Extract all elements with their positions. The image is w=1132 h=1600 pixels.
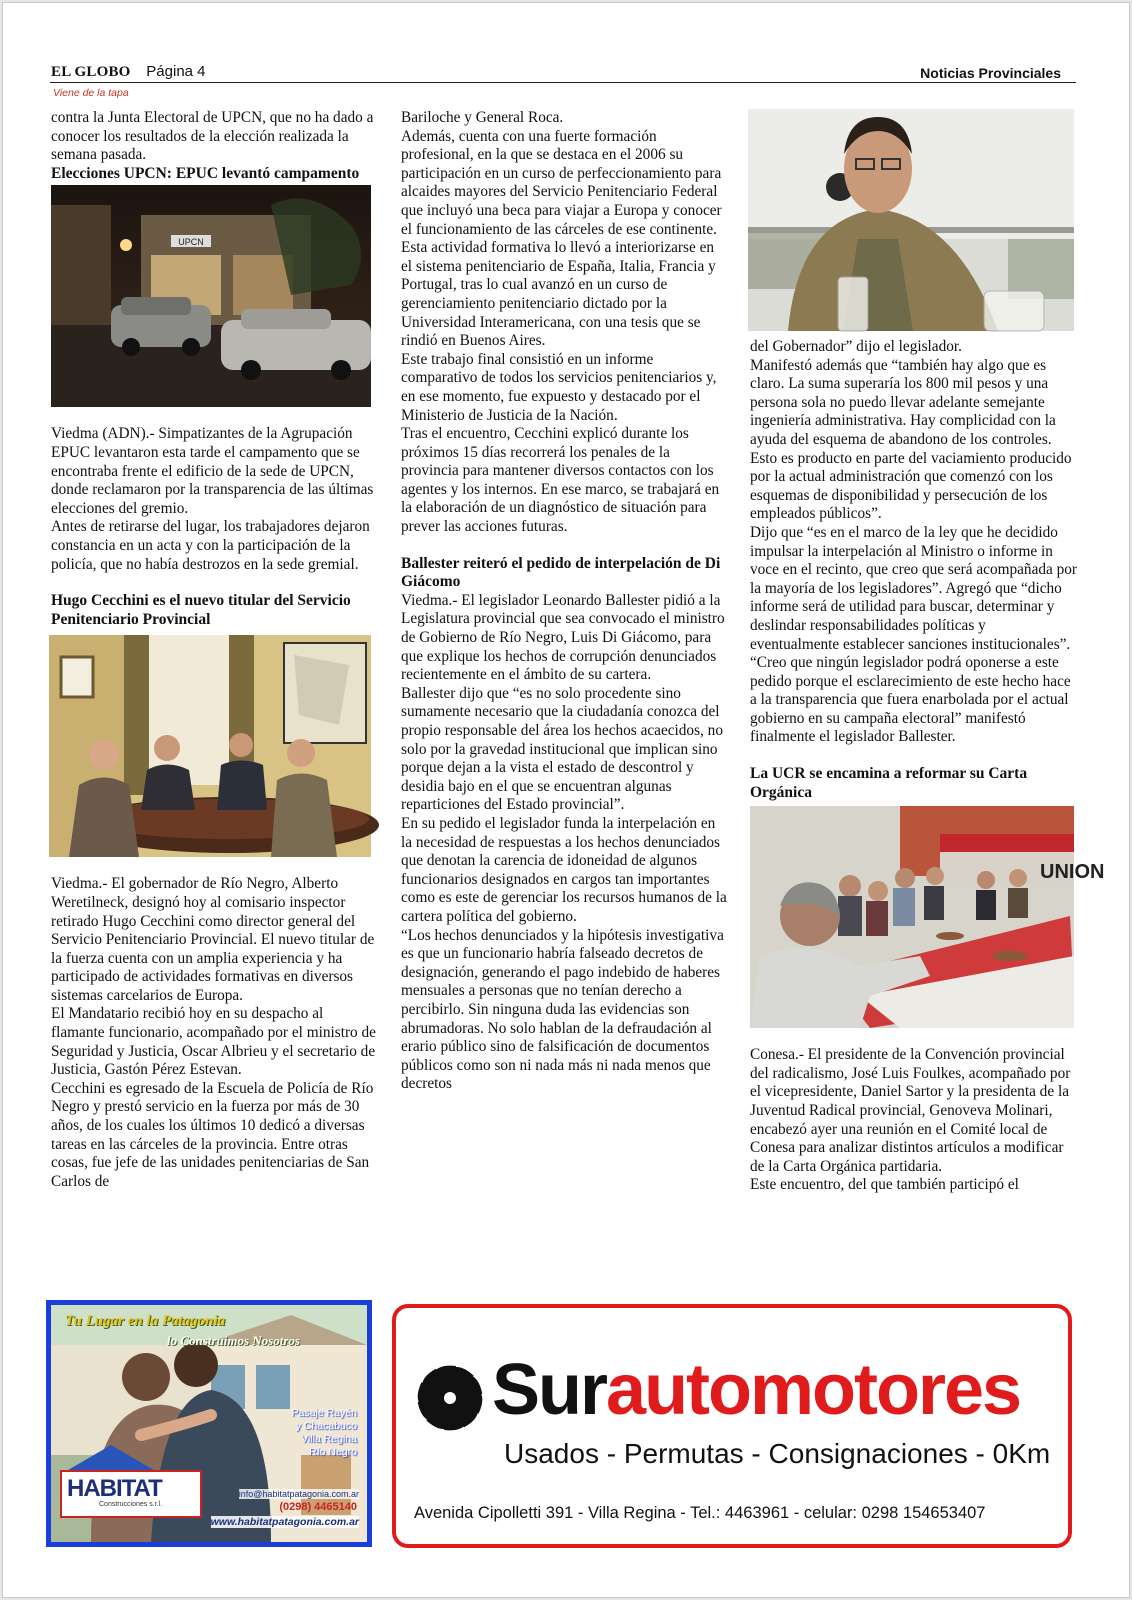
paragraph: El Mandatario recibió hoy en su despacho al flamante funcionario, acompañado por el ministro de Seguridad y Justicia, Oscar Albrieu y el secretario de Justicia, Gastón Pérez Estevan. [51, 1005, 376, 1079]
headline-ballester: Ballester reiteró el pedido de interpelación de Di Giácomo [401, 554, 721, 591]
union-banner-text: UNION [1040, 861, 1105, 884]
sur-services: Usados - Permutas - Consignaciones - 0Km [504, 1438, 1051, 1469]
section-title: Noticias Provinciales [920, 65, 1061, 81]
paragraph: Antes de retirarse del lugar, los trabajadores dejaron constancia en un acta y con la participación de la policía, que no había destrozos en la sede gremial. [51, 518, 370, 573]
paper-name: EL GLOBO [51, 64, 131, 80]
photo-upcn-building [51, 185, 371, 407]
habitat-address-line: y Chacabuco [295, 1420, 357, 1432]
surautomotores-name [492, 1350, 1020, 1430]
headline-upcn: Elecciones UPCN: EPUC levantó campamento [51, 164, 360, 182]
paragraph: Viedma (ADN).- Simpatizantes de la Agrupación EPUC levantaron esta tarde el campamento que se encontraba frente el edificio de la sede de UPCN, donde reclamaron por la transparencia de las últimas elecciones del gremio. [51, 425, 374, 517]
page-header-left [51, 63, 206, 81]
paragraph: Conesa.- El presidente de la Convención provincial del radicalismo, José Luis Foulkes, acompañado por el vicepresidente, Daniel Sartor y la presidenta de la Juventud Radical provincial, Genoveva Molinari, encabezó ayer una reunión en el Comité local de Conesa para analizar distintos artículos a modificar de la Carta Orgánica partidaria. [750, 1046, 1071, 1175]
paragraph: Este trabajo final consistió en un informe comparativo de todos los servicios penitenciarios y, en ese momento, fue expuesto y destacado por el Ministerio de Justicia de la Nación. [401, 350, 717, 424]
sur-name-part2: automotores [606, 1350, 1021, 1430]
newspaper-page [2, 2, 1130, 1598]
photo-legislator [748, 109, 1074, 331]
habitat-slogan-1: Tu Lugar en la Patagonia [65, 1313, 226, 1329]
habitat-slogan-2: lo Construimos Nosotros [167, 1333, 300, 1348]
habitat-address [292, 1407, 357, 1459]
column-2 [401, 109, 727, 1094]
habitat-brand-sub: Construcciones s.r.l. [99, 1501, 163, 1508]
continued-paragraph: contra la Junta Electoral de UPCN, que no ha dado a conocer los resultados de la elección realizada la semana pasada. [51, 109, 374, 164]
sur-address: Avenida Cipolletti 391 - Villa Regina - Tel.: 4463961 - celular: 0298 154653407 [414, 1504, 986, 1522]
habitat-phone: (0298) 4465140 [279, 1501, 357, 1513]
paragraph: Ballester dijo que “es no solo procedente sino sumamente necesario que la ciudadanía conozca del propio responsable del área los hechos acaecidos, no solo por la gravedad institucional que implican sino porque dejan a la vista el estado de descontrol y desidia bajo en el que se encuentran algunas reparticiones del Estado provincial”. [401, 684, 723, 814]
habitat-address-line: Pasaje Rayén [291, 1407, 357, 1419]
habitat-email[interactable]: info@habitatpatagonia.com.ar [238, 1489, 359, 1499]
habitat-brand: HABITAT [67, 1475, 162, 1502]
paragraph: Esta actividad formativa lo llevó a interiorizarse en el sistema penitenciario de España, Italia, Francia y Portugal, tras lo cual avanzó en un curso de gerenciamiento penitenciario dictado por la Universidad Interamericana, con una tesis que se rindió en Buenos Aires. [401, 239, 716, 350]
column-1 [51, 109, 377, 1191]
habitat-website[interactable]: www.habitatpatagonia.com.ar [210, 1516, 359, 1528]
column-3 [750, 338, 1105, 1195]
pinwheel-logo-icon [414, 1362, 486, 1434]
continued-note: Viene de la tapa [53, 87, 129, 99]
ad-surautomotores[interactable] [392, 1304, 1072, 1548]
paragraph: Viedma.- El gobernador de Río Negro, Alberto Weretilneck, designó hoy al comisario inspector retirado Hugo Cecchini como director general del Servicio Penitenciario Provincial. El nuevo titular de la fuerza cuenta con un amplia experiencia y ha participado de actividades formativas en diversos sistemas carcelarios de Europa. [51, 875, 375, 1004]
upcn-sign-text: UPCN [178, 237, 204, 248]
paragraph: Bariloche y General Roca. [401, 109, 564, 126]
paragraph: Este encuentro, del que también participó el [750, 1176, 1019, 1194]
paragraph: Tras el encuentro, Cecchini explicó durante los próximos 15 días recorrerá los penales de la provincia para mantener diversos contactos con los agentes y los internos. En ese marco, se trabajará en la elaboración de un diagnóstico de situación para prever las acciones futuras. [401, 425, 720, 536]
headline-cecchini: Hugo Cecchini es el nuevo titular del Servicio Penitenciario Provincial [51, 592, 351, 628]
paragraph: del Gobernador” dijo el legislador. [750, 338, 962, 355]
paragraph: Cecchini es egresado de la Escuela de Policía de Río Negro y prestó servicio en la fuerza por más de 30 años, de los cuales los últimos 10 dedicó a diversas tareas en las cárceles de la provincia. Entre otras cosas, fue jefe de las unidades penitenciarias de San Carlos de [51, 1079, 374, 1190]
paragraph: “Creo que ningún legislador podrá oponerse a este pedido porque el esclarecimiento de este hecho hace a la transparencia que fuera enarbolada por el actual gobierno en su campaña electoral” manifestó finalmente el legislador Ballester. [750, 654, 1071, 746]
paragraph: Viedma.- El legislador Leonardo Ballester pidió a la Legislatura provincial que sea convocado el ministro de Gobierno de Río Negro, Luis Di Giácomo, para que explique los hechos de corrupción denunciados recientemente en el ámbito de su cartera. [401, 591, 725, 684]
paragraph: En su pedido el legislador funda la interpelación en la necesidad de respuestas a los hechos denunciados que denotan la carencia de idoneidad de algunos funcionarios designados en cargos tan importantes como es este de gerenciar los recursos humanos de la cartera política del gobierno. [401, 814, 727, 925]
paragraph: “Los hechos denunciados y la hipótesis investigativa es que un funcionario habría falseado decretos de designación, generando el pago indebido de haberes mensuales a personas que no tenían derecho a percibirlo. Sin ninguna duda las evidencias son abrumadoras. No solo hablan de la defraudación al erario público sino de falsificación de documentos públicos como son ni nada más ni nada menos que decretos [401, 926, 724, 1093]
habitat-address-line: Villa Regina [301, 1433, 357, 1445]
headline-ucr: La UCR se encamina a reformar su Carta Orgánica [750, 765, 1028, 801]
photo-ucr-meeting [750, 806, 1105, 1028]
habitat-address-line: Río Negro [309, 1446, 357, 1458]
header-rule [50, 82, 1076, 83]
sur-name-part1: Sur [492, 1350, 607, 1430]
paragraph: Dijo que “es en el marco de la ley que he decidido impulsar la interpelación al Ministro o informe in voce en el recinto, que creo que será acompañada por la mayoría de los legisladores”. Agregó que “dicho informe será de utilidad para buscar, determinar y deslindar responsabilidades políticas y eventualmente establecer sanciones institucionales”. [750, 523, 1078, 653]
paragraph: Manifestó además que “también hay algo que es claro. La suma superaría los 800 mil pesos y una persona sola no puedo llevar adelante semejante ingeniería administrativa. Hay complicidad con la ayuda del esquema de abandono de los controles. Esto es producto en parte del vaciamiento producido por la actual administración que comenzó con los esquemas de disponibilidad y persecución de los empleados públicos”. [750, 356, 1072, 523]
page-number: Página 4 [146, 63, 206, 80]
ad-habitat[interactable] [46, 1300, 372, 1547]
photo-governor-meeting [49, 635, 371, 857]
paragraph: Además, cuenta con una fuerte formación profesional, en la que se destaca en el 2006 su participación en un curso de perfeccionamiento para alcaides mayores del Servicio Penitenciario Federal que incluyó una beca para viajar a Europa y conocer el funcionamiento de las cárceles de ese continente. [401, 127, 722, 238]
